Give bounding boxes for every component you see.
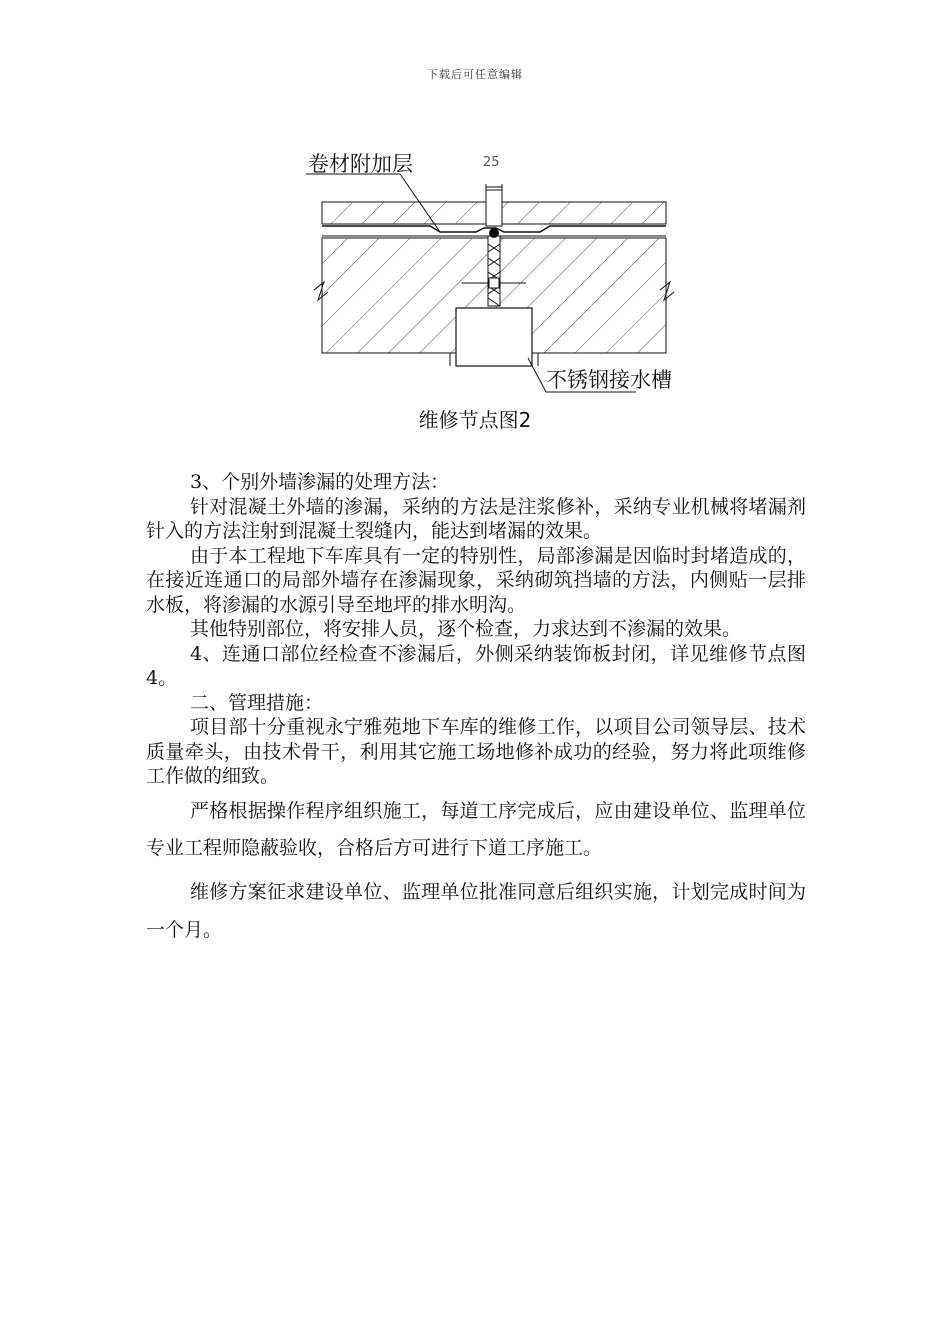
label-membrane-layer: 卷材附加层 (308, 152, 413, 176)
paragraph: 由于本工程地下车库具有一定的特别性，局部渗漏是因临时封堵造成的，在接近连通口的局部外墙存在渗漏现象，采纳砌筑挡墙的方法，内侧贴一层排水板，将渗漏的水源引导至地坪的排水明沟。 (146, 544, 806, 616)
label-stainless-trough: 不锈钢接水槽 (546, 368, 672, 392)
body-text (146, 470, 806, 949)
paragraph: 维修方案征求建设单位、监理单位批准同意后组织实施，计划完成时间为一个月。 (146, 880, 806, 941)
paragraph: 二、管理措施： (190, 691, 324, 714)
paragraph: 针对混凝土外墙的渗漏，采纳的方法是注浆修补，采纳专业机械将堵漏剂针入的方法注射到混凝土裂缝内，能达到堵漏的效果。 (146, 495, 806, 542)
paragraph: 4、连通口部位经检查不渗漏后，外侧采纳装饰板封闭，详见维修节点图 4。 (146, 642, 806, 689)
stainless-trough (456, 308, 532, 366)
backer-rod (489, 228, 499, 238)
figure-caption: 维修节点图2 (418, 408, 532, 432)
paragraph: 严格根据操作程序组织施工，每道工序完成后，应由建设单位、监理单位专业工程师隐蔽验收，合格后方可进行下道工序施工。 (146, 799, 806, 859)
paragraph: 其他特别部位，将安排人员，逐个检查，力求达到不渗漏的效果。 (190, 618, 742, 640)
paragraph: 项目部十分重视永宁雅苑地下车库的维修工作，以项目公司领导层、技术质量牵头，由技术骨干，利用其它施工场地修补成功的经验，努力将此项维修工作做的细致。 (146, 716, 806, 787)
page-header: 下载后可任意编辑 (427, 68, 523, 81)
repair-node-drawing (290, 140, 710, 430)
paragraph: 3、个别外墙渗漏的处理方法： (190, 471, 450, 493)
dimension-label: 25 (483, 155, 500, 170)
